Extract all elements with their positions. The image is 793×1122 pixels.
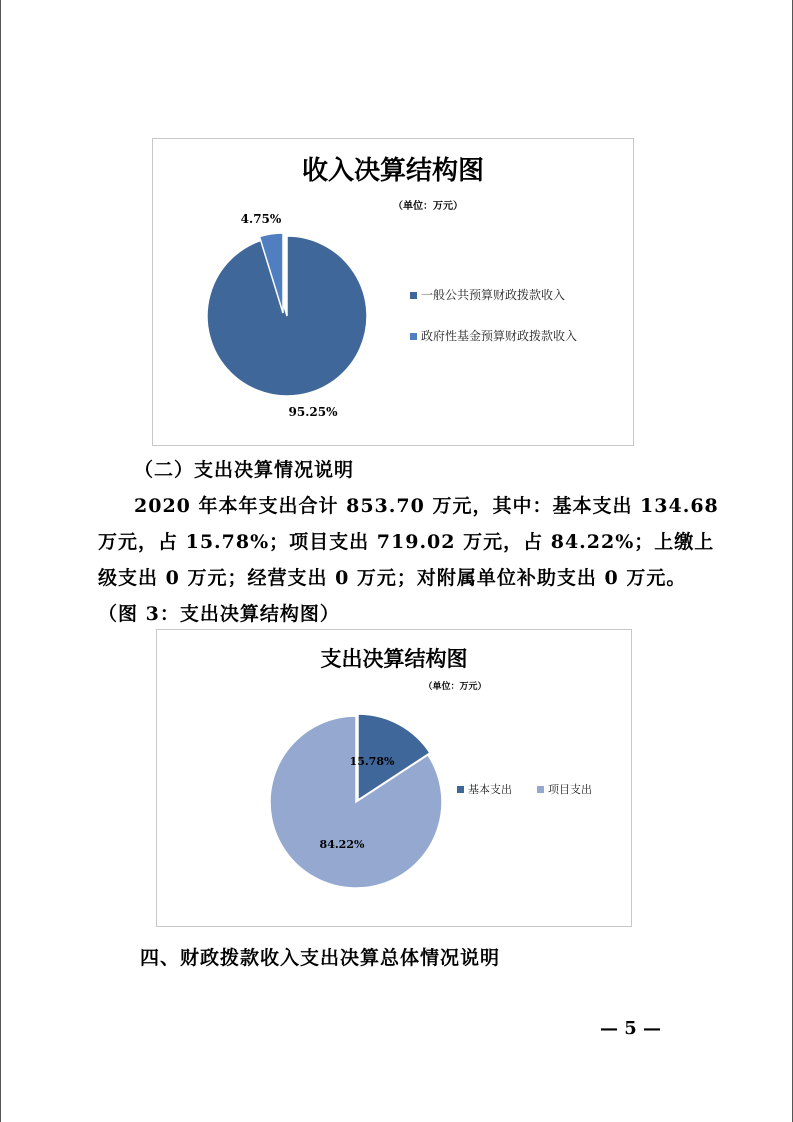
expense-legend-label-basic: 基本支出 — [468, 783, 512, 796]
income-chart — [152, 138, 634, 446]
income-chart-svg — [153, 139, 633, 445]
expense-legend-label-project: 项目支出 — [548, 783, 592, 796]
expense-legend-swatch-project — [537, 786, 544, 793]
page-number: — 5 — — [600, 1018, 662, 1039]
income-label-large: 95.25% — [288, 405, 338, 419]
income-legend-label-general: 一般公共预算财政拨款收入 — [421, 288, 566, 302]
income-legend-label-fund: 政府性基金预算财政拨款收入 — [421, 329, 578, 343]
expense-label-small: 15.78% — [349, 755, 395, 768]
para-line-1: 2020 年本年支出合计 853.70 万元，其中：基本支出 134.68 — [134, 495, 719, 517]
expense-legend — [457, 782, 592, 796]
para-line-3: 级支出 0 万元；经营支出 0 万元；对附属单位补助支出 0 万元。 — [98, 567, 687, 589]
income-legend-swatch-general — [410, 292, 417, 299]
section-heading-expense: （二）支出决算情况说明 — [134, 459, 355, 481]
income-label-small: 4.75% — [240, 212, 282, 226]
income-chart-title: 收入决算结构图 — [301, 156, 485, 186]
para-line-2: 万元，占 15.78%；项目支出 719.02 万元，占 84.22%；上缴上 — [98, 531, 715, 553]
section4-heading: 四、财政拨款收入支出决算总体情况说明 — [140, 947, 501, 969]
para-line-4: （图 3：支出决算结构图） — [98, 603, 340, 625]
expense-chart-unit: （单位：万元） — [423, 682, 487, 692]
expense-legend-swatch-basic — [457, 786, 464, 793]
page-border-left — [0, 0, 1, 1122]
expense-chart — [156, 629, 632, 927]
income-slice-general — [207, 236, 367, 396]
expense-label-large: 84.22% — [319, 838, 365, 851]
income-legend — [410, 287, 577, 343]
income-legend-swatch-fund — [410, 333, 417, 340]
income-chart-unit: （单位：万元） — [393, 201, 463, 212]
expense-chart-title: 支出决算结构图 — [320, 646, 468, 671]
expense-pie — [270, 714, 442, 888]
expense-chart-svg — [157, 630, 631, 926]
income-pie — [207, 233, 367, 396]
